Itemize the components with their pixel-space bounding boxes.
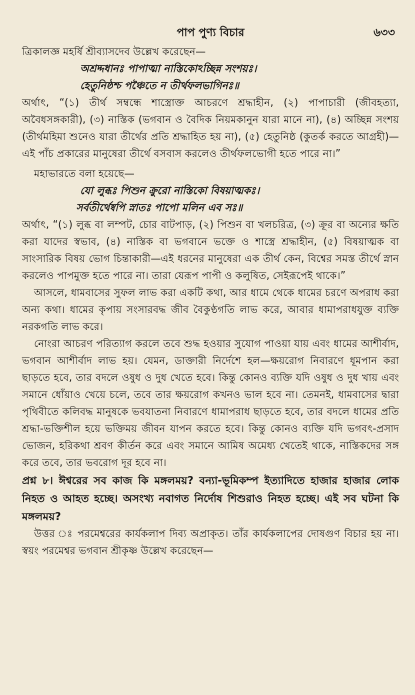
page-header bbox=[22, 10, 399, 39]
question-heading: প্রশ্ন ৮। ঈশ্বরের সব কাজ কি মঙ্গলময়? বন্যা-ভূমিকম্প ইত্যাদিতে হাজার হাজার লোক নিহত ও আহত হচ্ছে। অসংখ্য নবাগত নির্দোষ শিশুরাও নিহত হচ্ছে। এই সব ঘটনা কি মঙ্গলময়? bbox=[22, 475, 399, 523]
page-number: ৬৩৩ bbox=[373, 26, 395, 39]
verse-line: যো লুব্ধঃ পিশুন ক্রুরো নাস্তিকো বিষয়াত্মকঃ। bbox=[80, 186, 260, 197]
answer-paragraph: উত্তর ঃ পরমেশ্বরের কার্যকলাপ দিব্য অপ্রাকৃত। তাঁর কার্যকলাপের দোষগুণ বিচার হয় না। স্বয়ং পরমেশ্বর ভগবান শ্রীকৃষ্ণ উল্লেখ করেছেন— bbox=[22, 529, 399, 557]
page-body bbox=[22, 44, 399, 560]
verse-translation: অর্থাৎ, “(১) লুব্ধ বা লম্পট, চোর বাটপাড়, (২) পিশুন বা খলচরিত্র, (৩) ক্রূর বা অন্যের ক্ষতি করা যাদের স্বভাব, (৪) নাস্তিক বা ভগবানে ভক্তে ও শাস্ত্রে শ্রদ্ধাহীন, (৫) বিষয়াত্মক বা সাংসারিক বিষয় ভোগ চিন্তাকারী—এই ধরনের মানুষেরা এক তীর্থ কেন, বিশ্বের সমস্ত তীর্থে স্নান করলেও পাপমুক্ত হতে পারে না। তারা যেরূপ পাপী ও কলুষিত, সেইরূপেই থাকে।” bbox=[22, 220, 399, 282]
intro-vyasadeva: ত্রিকালজ্ঞ মহর্ষি শ্রীব্যাসদেব উল্লেখ করেছেন— bbox=[22, 47, 206, 58]
verse-line: অশ্রদ্দধানঃ পাপাত্মা নাস্তিকোঽচ্ছিন্ন সংশয়ঃ। bbox=[80, 64, 257, 75]
page-title: পাপ পুণ্য বিচার bbox=[176, 26, 245, 39]
verse-translation: অর্থাৎ, “(১) তীর্থ সম্বন্ধে শাস্ত্রোক্ত আচরণে শ্রদ্ধাহীন, (২) পাপাচারী (জীবহত্যা, অবৈধসঙ্গকারী), (৩) নাস্তিক (ভগবান ও বৈদিক নিয়মকানুন যারা মানে না), (৪) অচ্ছিন্ন সংশয় (তীর্থমহিমা শুনেও যারা তীর্থের প্রতি শ্রদ্ধাহিত হয় না), (৫) হেতুনিষ্ঠ (কুতর্ক করতে আগ্রহী)—এই পাঁচ প্রকারের মানুষেরা তীর্থে বসবাস করলেও তীর্থফলভোগী হতে পারে না।” bbox=[22, 98, 399, 160]
verse-line: সর্বতীর্থেষ্বপি স্নাতঃ পাপো মলিন এব সঃ॥ bbox=[76, 203, 243, 214]
verse-line: হেতুনিষ্ঠশ্চ পঞ্চৈতে ন তীর্থফলভাগিনঃ॥ bbox=[80, 81, 240, 92]
intro-mahabharata: মহাভারতে বলা হয়েছে— bbox=[34, 169, 135, 180]
paragraph: আসলে, ধামবাসের সুফল লাভ করা একটি কথা, আর ধামে থেকে ধামের চরণে অপরাধ করা অন্য কথা। ধামের কৃপায় সংসারবদ্ধ জীব বৈকুণ্ঠগতি লাভ করে, আবার ধামাপরাধযুক্ত ব্যক্তি নরকগতি লাভ করে। bbox=[22, 288, 399, 333]
paragraph: নোংরা আচরণ পরিত্যাগ করলে তবে শুদ্ধ হওয়ার সুযোগ পাওয়া যায় এবং ধামের আশীর্বাদ, ভগবান আশীর্বাদ লাভ হয়। যেমন, ডাক্তারী নির্দেশে হল—ক্ষয়রোগ নিবারণে ধূমপান করা ছাড়তে হবে, তার বদলে ওষুধ ও দুধ খেতে হবে। কিন্তু কোনও ব্যক্তি যদি ওষুধ ও দুধ খায় এবং সমানে ধোঁয়াও খেয়ে চলে, তবে তার ক্ষয়রোগ কখনও ভাল হবে না। তেমনই, ধামবাসের দ্বারা পৃথিবীতে কলিবদ্ধ মানুষকে ভবযাতনা নিবারণে ধামাপরাধ ছাড়তে হবে, তার বদলে ধামের প্রতি শ্রদ্ধা-ভক্তিশীল হয়ে ভক্তিময় জীবন যাপন করতে হবে। কিন্তু কোনও ব্যক্তি যদি ভগবৎ-প্রসাদ ভোজন, হরিকথা শ্রবণ কীর্তন করে এবং সমানে আমিষ অমেধ্য খেতেই থাকে, নাস্তিকদের সঙ্গ করে তবে, তার ভবরোগ দূর হবে না। bbox=[22, 339, 399, 469]
